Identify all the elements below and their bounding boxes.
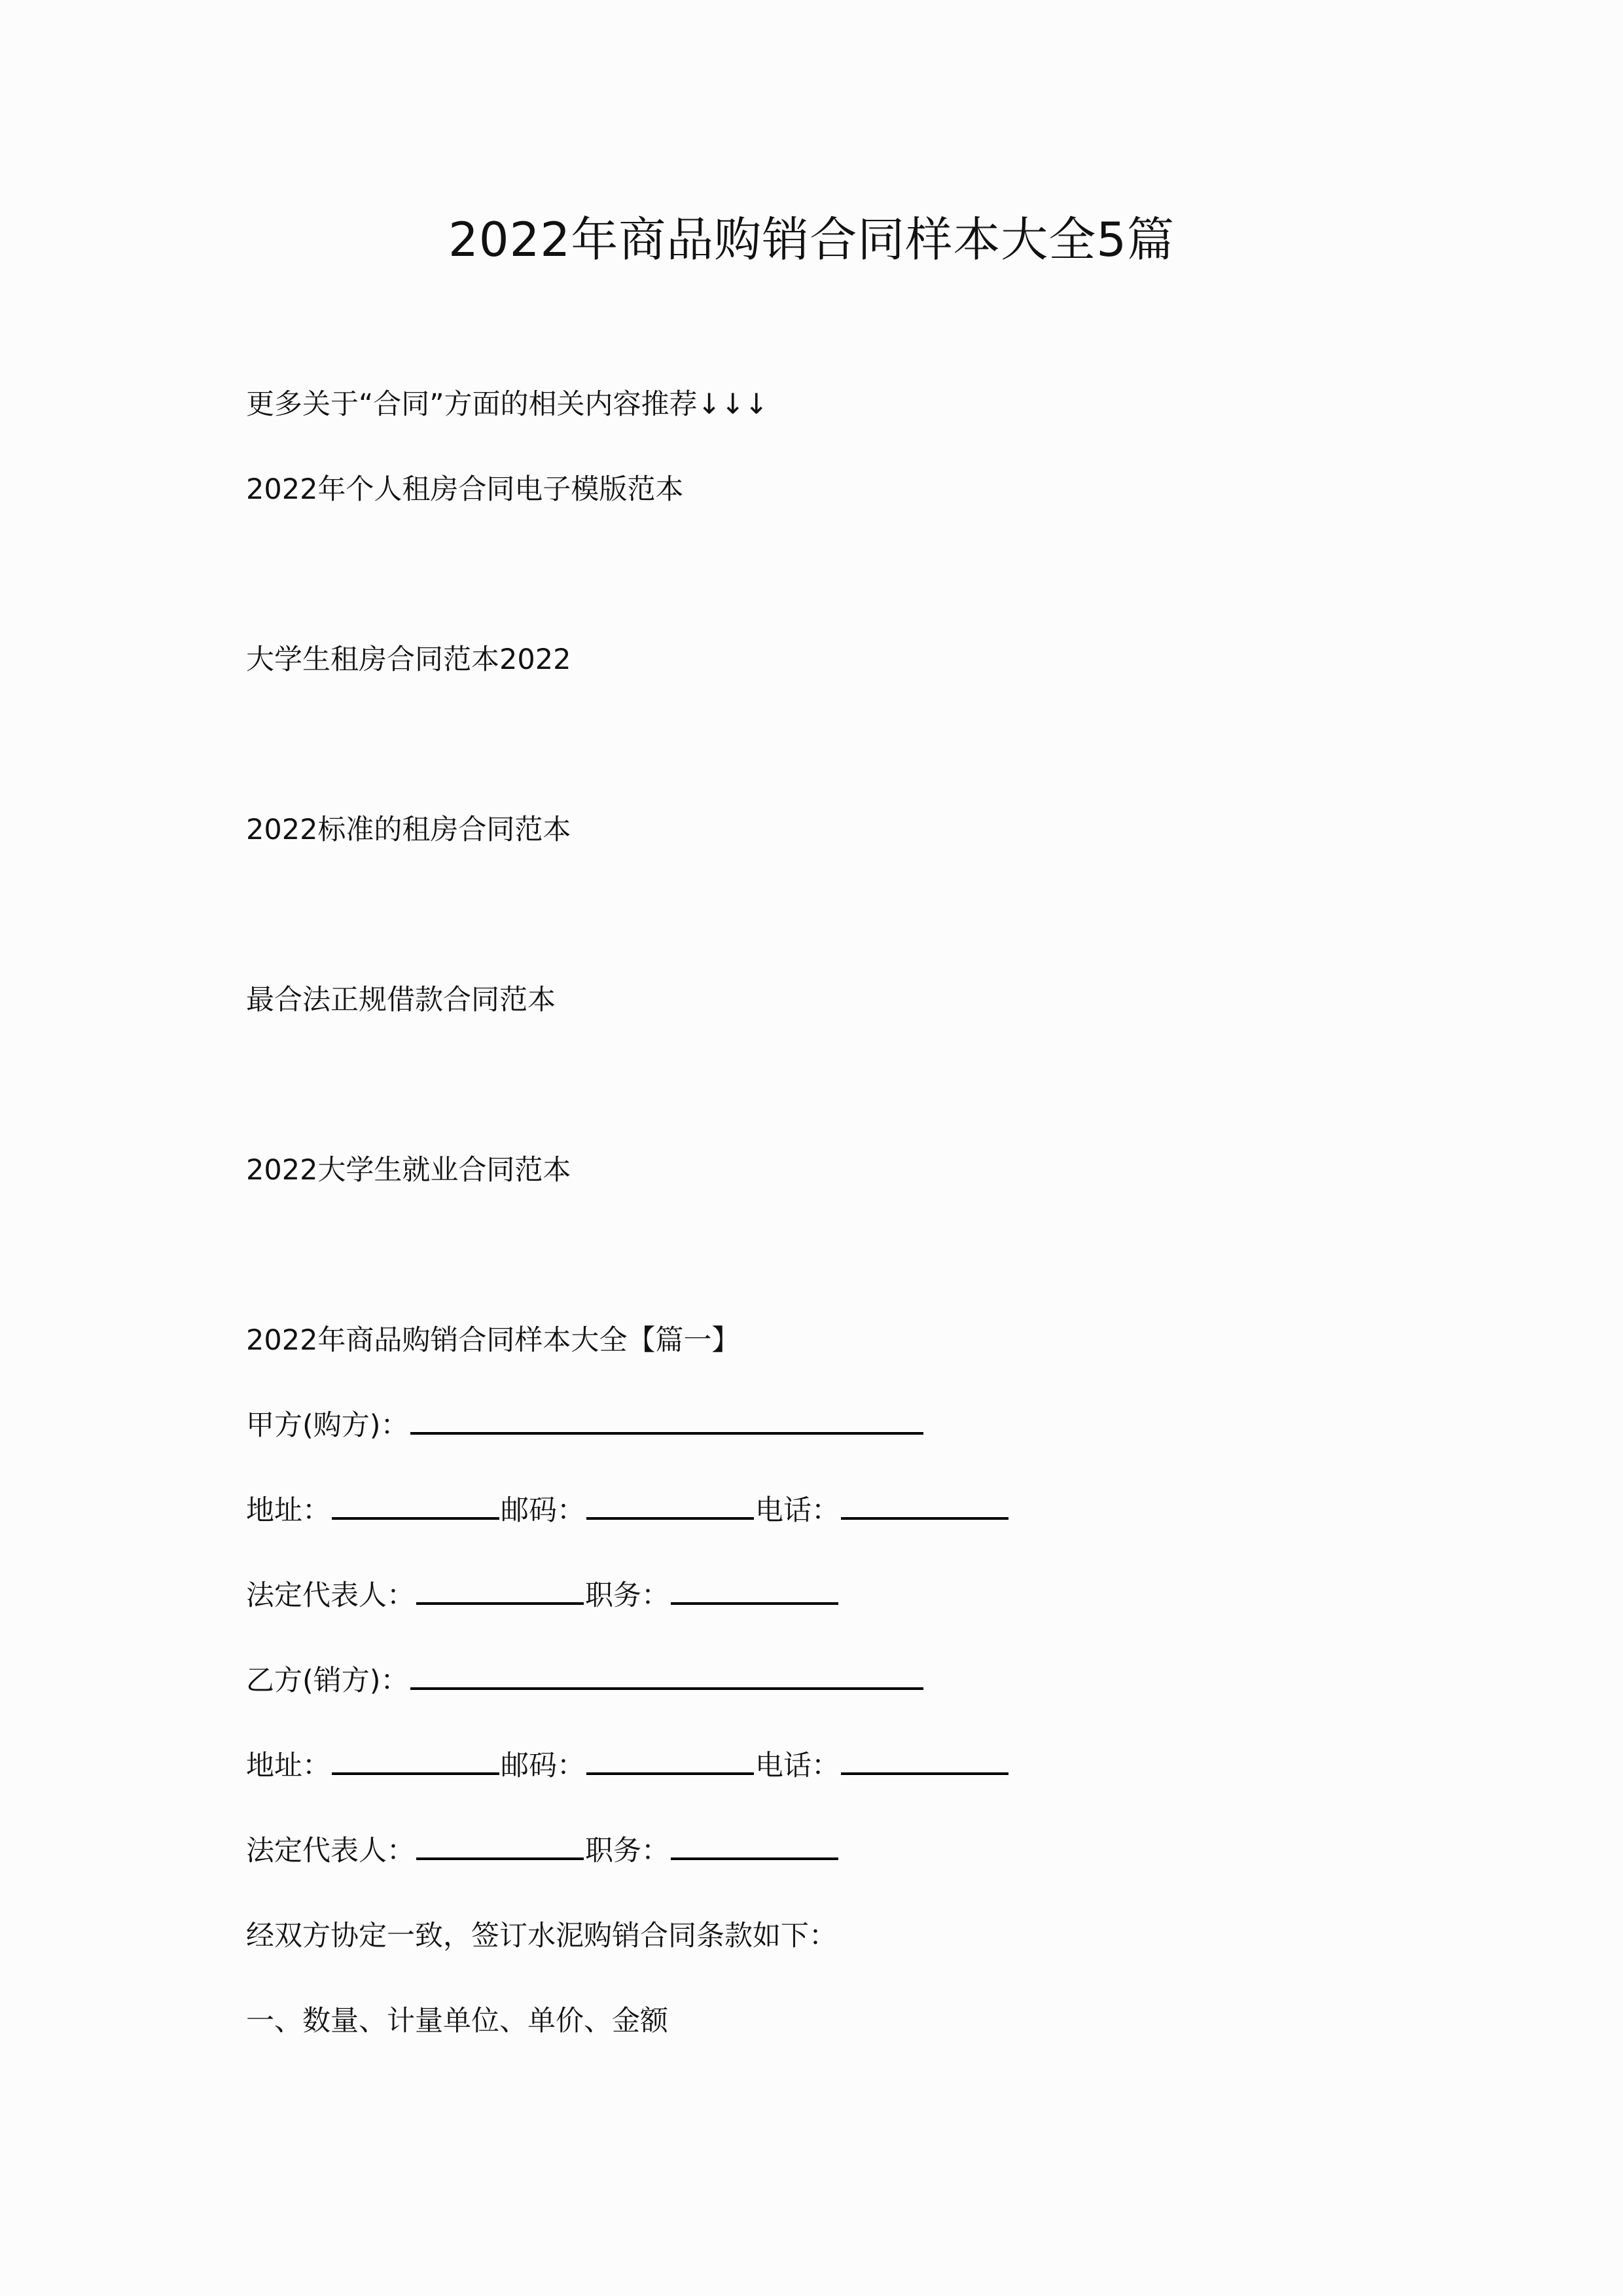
party-a-rep-blank[interactable] (416, 1602, 584, 1605)
party-a-contact-row (246, 1491, 1010, 1530)
recommended-link-1[interactable]: 2022年个人租房合同电子模版范本 (246, 473, 684, 506)
party-a-position-blank[interactable] (671, 1602, 838, 1605)
recommend-heading: 更多关于“合同”方面的相关内容推荐↓↓↓ (246, 388, 768, 421)
party-b-name-blank[interactable] (410, 1687, 923, 1690)
party-a-row (246, 1406, 925, 1445)
party-b-contact-row (246, 1746, 1010, 1785)
recommended-link-5[interactable]: 2022大学生就业合同范本 (246, 1154, 571, 1187)
party-a-label: 甲方(购方)： (246, 1409, 409, 1442)
recommended-link-3[interactable]: 2022标准的租房合同范本 (246, 814, 571, 846)
recommended-link-2[interactable]: 大学生租房合同范本2022 (246, 643, 571, 676)
section-title: 2022年商品购销合同样本大全【篇一】 (246, 1324, 740, 1357)
party-b-phone-blank[interactable] (841, 1772, 1008, 1775)
party-b-row (246, 1661, 925, 1700)
recommended-link-4[interactable]: 最合法正规借款合同范本 (246, 984, 556, 1016)
party-a-rep-label: 法定代表人： (246, 1579, 415, 1612)
party-a-name-blank[interactable] (410, 1431, 923, 1435)
party-b-position-label: 职务： (585, 1835, 669, 1867)
party-b-phone-label: 电话： (755, 1749, 840, 1782)
party-b-label: 乙方(销方)： (246, 1664, 409, 1697)
party-a-phone-label: 电话： (755, 1494, 840, 1527)
party-a-postcode-blank[interactable] (586, 1516, 754, 1520)
agreement-text: 经双方协定一致，签订水泥购销合同条款如下： (246, 1920, 837, 1952)
party-a-rep-row (246, 1576, 840, 1615)
clause-1-heading: 一、数量、计量单位、单价、金额 (246, 2005, 668, 2037)
party-a-address-label: 地址： (246, 1494, 330, 1527)
party-b-position-blank[interactable] (671, 1857, 838, 1860)
party-b-address-label: 地址： (246, 1749, 330, 1782)
party-a-position-label: 职务： (585, 1579, 669, 1612)
party-b-address-blank[interactable] (332, 1772, 499, 1775)
party-a-phone-blank[interactable] (841, 1516, 1008, 1520)
party-b-rep-row (246, 1831, 840, 1871)
party-a-postcode-label: 邮码： (501, 1494, 585, 1527)
party-b-postcode-label: 邮码： (501, 1749, 585, 1782)
document-title: 2022年商品购销合同样本大全5篇 (448, 212, 1175, 267)
party-b-rep-label: 法定代表人： (246, 1835, 415, 1867)
party-b-postcode-blank[interactable] (586, 1772, 754, 1775)
party-b-rep-blank[interactable] (416, 1857, 584, 1860)
party-a-address-blank[interactable] (332, 1516, 499, 1520)
